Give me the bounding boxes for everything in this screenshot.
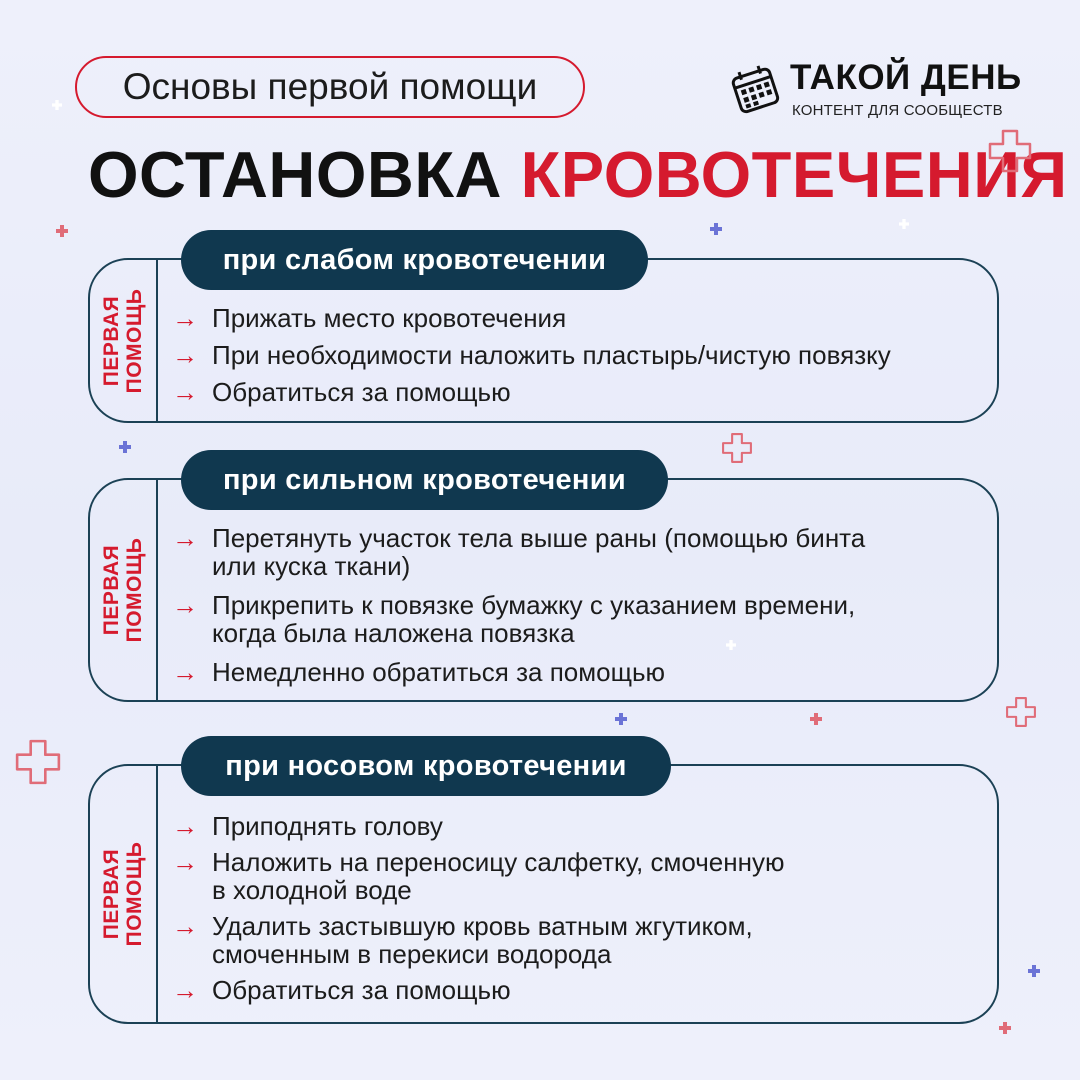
cross-outline-icon — [987, 128, 1033, 174]
section-heading — [181, 736, 671, 796]
arrow-right-icon: → — [172, 340, 198, 370]
item-text: Обратиться за помощью — [212, 975, 511, 1005]
item-text: Прижать место кровотечения — [212, 303, 567, 333]
small-cross-icon — [615, 713, 627, 725]
section-heading-text: при слабом кровотечении — [222, 243, 607, 276]
list-item — [172, 591, 977, 647]
list-item — [172, 976, 977, 1004]
list-item — [172, 378, 977, 406]
section-heading-text: при носовом кровотечении — [225, 749, 627, 782]
small-cross-icon — [52, 100, 62, 110]
list-item — [172, 812, 977, 840]
item-list — [172, 304, 977, 406]
item-list — [172, 524, 977, 686]
section-heading — [181, 450, 668, 510]
item-text: Приподнять голову — [212, 811, 443, 841]
calendar-icon — [728, 62, 782, 116]
cross-outline-icon — [721, 432, 753, 464]
side-label: ПЕРВАЯ ПОМОЩЬ — [100, 537, 146, 643]
small-cross-icon — [899, 219, 909, 229]
side-label: ПЕРВАЯ ПОМОЩЬ — [100, 841, 146, 947]
page-title — [88, 138, 1068, 211]
section-heading — [181, 230, 648, 290]
small-cross-icon — [56, 225, 68, 237]
title-part-1: ОСТАНОВКА — [88, 138, 502, 211]
small-cross-icon — [999, 1022, 1011, 1034]
small-cross-icon — [726, 640, 736, 650]
list-item — [172, 912, 977, 968]
small-cross-icon — [1028, 965, 1040, 977]
item-text: Перетянуть участок тела выше раны (помощью бинта или куска ткани) — [212, 523, 866, 581]
topic-label: Основы первой помощи — [122, 66, 538, 107]
arrow-right-icon: → — [172, 523, 198, 553]
arrow-right-icon: → — [172, 657, 198, 687]
brand-name: ТАКОЙ ДЕНЬ — [790, 58, 1022, 97]
item-text: Немедленно обратиться за помощью — [212, 657, 666, 687]
item-text: Удалить застывшую кровь ватным жгутиком, смоченным в перекиси водорода — [212, 911, 753, 969]
item-text: Прикрепить к повязке бумажку с указанием времени, когда была наложена повязка — [212, 590, 856, 648]
side-label-box — [90, 480, 158, 700]
small-cross-icon — [810, 713, 822, 725]
arrow-right-icon: → — [172, 377, 198, 407]
side-label-box — [90, 260, 158, 421]
small-cross-icon — [710, 223, 722, 235]
brand-logo — [728, 56, 1048, 126]
small-cross-icon — [119, 441, 131, 453]
item-text: Обратиться за помощью — [212, 377, 511, 407]
list-item — [172, 848, 977, 904]
arrow-right-icon: → — [172, 303, 198, 333]
arrow-right-icon: → — [172, 590, 198, 620]
item-text: Наложить на переносицу салфетку, смоченную в холодной воде — [212, 847, 785, 905]
arrow-right-icon: → — [172, 847, 198, 877]
list-item — [172, 524, 977, 580]
section-heading-text: при сильном кровотечении — [222, 463, 626, 496]
arrow-right-icon: → — [172, 811, 198, 841]
title-part-2: КРОВОТЕЧЕНИЯ — [520, 138, 1068, 211]
item-list — [172, 812, 977, 1004]
cross-outline-icon — [1005, 696, 1037, 728]
arrow-right-icon: → — [172, 975, 198, 1005]
section-card-strong — [88, 478, 999, 702]
list-item — [172, 341, 977, 369]
cross-outline-icon — [14, 738, 62, 786]
side-label: ПЕРВАЯ ПОМОЩЬ — [100, 288, 146, 393]
arrow-right-icon: → — [172, 911, 198, 941]
item-text: При необходимости наложить пластырь/чистую повязку — [212, 340, 891, 370]
brand-tagline: КОНТЕНТ ДЛЯ СООБЩЕСТВ — [792, 102, 1003, 119]
side-label-box — [90, 766, 158, 1022]
topic-pill — [75, 56, 585, 118]
list-item — [172, 658, 977, 686]
section-card-nasal — [88, 764, 999, 1024]
list-item — [172, 304, 977, 332]
